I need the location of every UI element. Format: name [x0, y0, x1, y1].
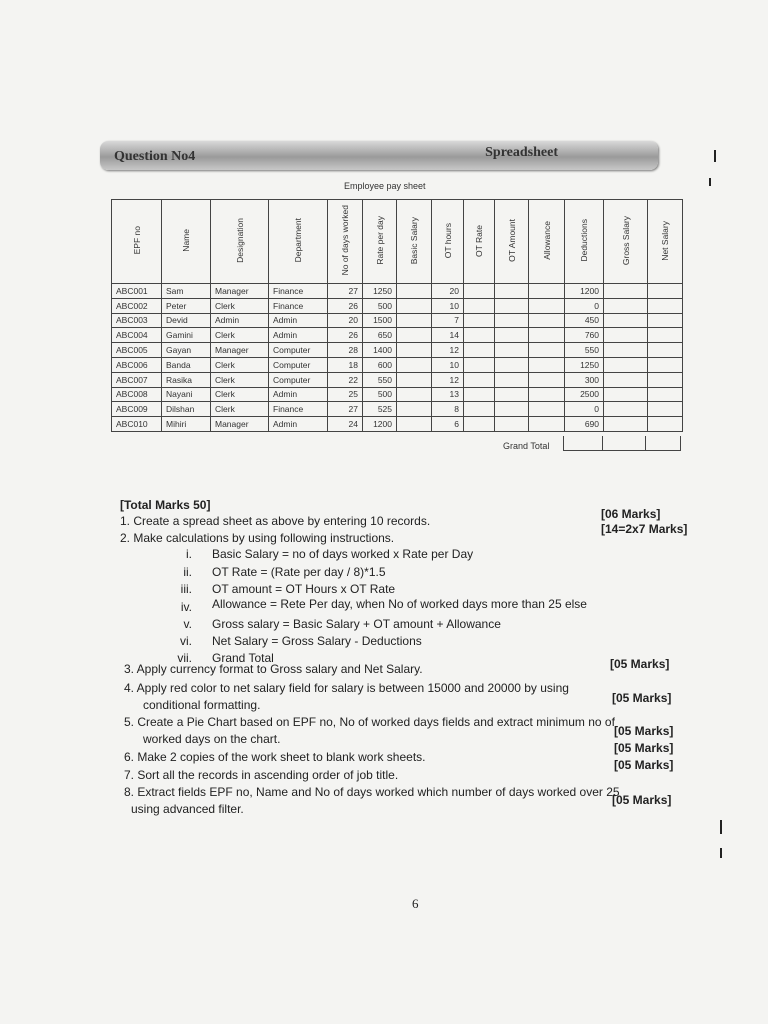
cell-deductions: 1200: [565, 284, 604, 299]
column-header: [112, 200, 162, 284]
cell-empty: [495, 402, 529, 417]
instruction-4-line1: 4. Apply red color to net salary field for salary is between 15000 and 20000 by using: [124, 681, 569, 695]
cell-department: Admin: [269, 313, 328, 328]
cell-empty: [648, 357, 683, 372]
cell-designation: Clerk: [211, 372, 269, 387]
cell-empty: [648, 417, 683, 432]
column-header-label: Name: [181, 229, 191, 252]
cell-empty: [464, 357, 495, 372]
cell-empty: [495, 328, 529, 343]
cell-empty: [397, 313, 432, 328]
cell-epf: ABC010: [112, 417, 162, 432]
cell-days: 24: [328, 417, 363, 432]
column-header: [648, 200, 683, 284]
cell-name: Nayani: [162, 387, 211, 402]
instruction-5-line2: worked days on the chart.: [143, 732, 281, 746]
question-header-bar: [100, 141, 658, 170]
table-row: [112, 328, 683, 343]
cell-epf: ABC009: [112, 402, 162, 417]
binding-mark: [714, 150, 716, 162]
cell-empty: [464, 402, 495, 417]
cell-empty: [495, 417, 529, 432]
column-header: [604, 200, 648, 284]
cell-days: 18: [328, 357, 363, 372]
cell-ot_hours: 10: [432, 298, 464, 313]
cell-epf: ABC005: [112, 343, 162, 358]
cell-empty: [397, 343, 432, 358]
question-number: Question No4: [114, 149, 196, 164]
sub-instruction-text: Grand Total: [212, 651, 274, 665]
column-header: [432, 200, 464, 284]
sub-instruction-number: iv.: [180, 600, 192, 614]
cell-rate: 650: [363, 328, 397, 343]
cell-empty: [648, 298, 683, 313]
column-header: [328, 200, 363, 284]
cell-ot_hours: 6: [432, 417, 464, 432]
cell-department: Computer: [269, 343, 328, 358]
table-body: [112, 284, 683, 432]
instruction-4-line2: conditional formatting.: [143, 698, 261, 712]
cell-ot_hours: 8: [432, 402, 464, 417]
cell-department: Admin: [269, 417, 328, 432]
column-header-label: Rate per day: [374, 216, 385, 265]
cell-ot_hours: 7: [432, 313, 464, 328]
instruction-8-marks: [05 Marks]: [612, 793, 672, 807]
table-row: [112, 387, 683, 402]
cell-rate: 1250: [363, 284, 397, 299]
sub-instruction-number: vi.: [180, 634, 192, 648]
instruction-3: 3. Apply currency format to Gross salary and Net Salary.: [124, 662, 423, 676]
cell-empty: [464, 298, 495, 313]
cell-empty: [529, 298, 565, 313]
cell-department: Finance: [269, 284, 328, 299]
total-marks: [Total Marks 50]: [120, 498, 211, 512]
cell-empty: [464, 313, 495, 328]
cell-empty: [648, 343, 683, 358]
cell-empty: [397, 387, 432, 402]
cell-empty: [604, 387, 648, 402]
cell-empty: [464, 387, 495, 402]
cell-rate: 1500: [363, 313, 397, 328]
cell-empty: [495, 343, 529, 358]
cell-empty: [529, 328, 565, 343]
column-header-label: EPF no: [131, 226, 142, 255]
column-header-label: Designation: [234, 218, 245, 263]
cell-empty: [604, 313, 648, 328]
column-header: [464, 200, 495, 284]
column-header: [495, 200, 529, 284]
cell-department: Computer: [269, 357, 328, 372]
cell-deductions: 760: [565, 328, 604, 343]
column-header-label: Gross Salary: [620, 215, 631, 266]
cell-empty: [604, 284, 648, 299]
cell-deductions: 690: [565, 417, 604, 432]
cell-days: 26: [328, 328, 363, 343]
cell-rate: 500: [363, 387, 397, 402]
instruction-5-line1: 5. Create a Pie Chart based on EPF no, No of worked days fields and extract minimum no of: [124, 715, 615, 729]
sub-instruction-number: i.: [186, 547, 192, 561]
cell-name: Dilshan: [162, 402, 211, 417]
cell-name: Gamini: [162, 328, 211, 343]
cell-empty: [648, 328, 683, 343]
grand-total-label: Grand Total: [503, 441, 550, 451]
cell-rate: 500: [363, 298, 397, 313]
cell-empty: [397, 402, 432, 417]
cell-epf: ABC007: [112, 372, 162, 387]
instruction-1-marks: [06 Marks]: [601, 507, 661, 521]
cell-epf: ABC004: [112, 328, 162, 343]
cell-days: 26: [328, 298, 363, 313]
instruction-1: 1. Create a spread sheet as above by entering 10 records.: [120, 514, 431, 528]
table-row: [112, 372, 683, 387]
cell-ot_hours: 12: [432, 343, 464, 358]
cell-deductions: 0: [565, 402, 604, 417]
column-header: [211, 200, 269, 284]
cell-empty: [495, 387, 529, 402]
cell-epf: ABC001: [112, 284, 162, 299]
instruction-6: 6. Make 2 copies of the work sheet to blank work sheets.: [124, 750, 426, 764]
table-row: [112, 402, 683, 417]
sub-instruction-text: Gross salary = Basic Salary + OT amount + Allowance: [212, 617, 501, 631]
cell-ot_hours: 13: [432, 387, 464, 402]
sub-instruction-text: Allowance = Rete Per day, when No of worked days more than 25 else: [212, 597, 587, 611]
column-header-label: OT Amount: [506, 219, 517, 262]
instruction-2: 2. Make calculations by using following instructions.: [120, 531, 395, 545]
cell-empty: [397, 298, 432, 313]
cell-empty: [604, 357, 648, 372]
instruction-7: 7. Sort all the records in ascending order of job title.: [124, 768, 399, 782]
cell-ot_hours: 10: [432, 357, 464, 372]
cell-designation: Manager: [211, 343, 269, 358]
cell-days: 27: [328, 402, 363, 417]
cell-deductions: 2500: [565, 387, 604, 402]
cell-designation: Manager: [211, 417, 269, 432]
cell-epf: ABC006: [112, 357, 162, 372]
cell-department: Computer: [269, 372, 328, 387]
instruction-2-marks: [14=2x7 Marks]: [601, 522, 688, 536]
cell-rate: 525: [363, 402, 397, 417]
cell-department: Admin: [269, 387, 328, 402]
cell-empty: [495, 357, 529, 372]
cell-epf: ABC008: [112, 387, 162, 402]
cell-days: 22: [328, 372, 363, 387]
cell-name: Gayan: [162, 343, 211, 358]
cell-rate: 600: [363, 357, 397, 372]
cell-name: Mihiri: [162, 417, 211, 432]
cell-epf: ABC003: [112, 313, 162, 328]
column-header: [397, 200, 432, 284]
sub-instruction-text: Net Salary = Gross Salary - Deductions: [212, 634, 422, 648]
cell-empty: [529, 372, 565, 387]
cell-designation: Clerk: [211, 387, 269, 402]
cell-empty: [604, 402, 648, 417]
table-row: [112, 417, 683, 432]
instruction-5-marks: [05 Marks]: [614, 724, 674, 738]
column-header-label: Net Salary: [660, 220, 670, 261]
cell-designation: Manager: [211, 284, 269, 299]
cell-deductions: 300: [565, 372, 604, 387]
table-row: [112, 313, 683, 328]
column-header-label: Deductions: [579, 219, 589, 262]
cell-empty: [464, 328, 495, 343]
cell-empty: [397, 328, 432, 343]
column-header-label: Basic Salary: [409, 216, 419, 265]
instruction-3-marks: [05 Marks]: [610, 657, 670, 671]
cell-ot_hours: 14: [432, 328, 464, 343]
cell-empty: [604, 372, 648, 387]
cell-days: 25: [328, 387, 363, 402]
cell-empty: [648, 313, 683, 328]
cell-empty: [648, 402, 683, 417]
cell-empty: [604, 417, 648, 432]
instruction-7-marks: [05 Marks]: [614, 758, 674, 772]
cell-deductions: 1250: [565, 357, 604, 372]
column-header-label: OT Rate: [474, 224, 484, 257]
cell-empty: [529, 417, 565, 432]
cell-name: Banda: [162, 357, 211, 372]
cell-empty: [397, 417, 432, 432]
cell-name: Peter: [162, 298, 211, 313]
sheet-title: Employee pay sheet: [344, 181, 426, 191]
cell-designation: Clerk: [211, 357, 269, 372]
sub-instruction-number: vii.: [177, 651, 192, 665]
cell-empty: [648, 372, 683, 387]
cell-empty: [464, 343, 495, 358]
cell-name: Sam: [162, 284, 211, 299]
cell-designation: Clerk: [211, 298, 269, 313]
cell-name: Rasika: [162, 372, 211, 387]
cell-empty: [464, 284, 495, 299]
column-header-label: No of days worked: [340, 205, 350, 276]
column-header-label: OT hours: [442, 222, 453, 259]
column-header: [529, 200, 565, 284]
cell-empty: [529, 343, 565, 358]
cell-empty: [495, 372, 529, 387]
column-header-label: Allowance: [541, 221, 552, 260]
table-row: [112, 298, 683, 313]
table-row: [112, 343, 683, 358]
cell-deductions: 0: [565, 298, 604, 313]
table-row: [112, 284, 683, 299]
instruction-8-line1: 8. Extract fields EPF no, Name and No of days worked which number of days worked over 25: [124, 785, 620, 799]
cell-empty: [397, 284, 432, 299]
column-header: [363, 200, 397, 284]
cell-designation: Admin: [211, 313, 269, 328]
sub-instruction-number: ii.: [183, 565, 192, 579]
cell-name: Devid: [162, 313, 211, 328]
cell-rate: 1200: [363, 417, 397, 432]
cell-empty: [464, 372, 495, 387]
page-number: 6: [412, 896, 419, 911]
cell-empty: [397, 372, 432, 387]
cell-epf: ABC002: [112, 298, 162, 313]
cell-ot_hours: 12: [432, 372, 464, 387]
binding-mark: [720, 820, 722, 834]
cell-empty: [529, 402, 565, 417]
cell-empty: [495, 313, 529, 328]
sub-instruction-text: OT Rate = (Rate per day / 8)*1.5: [212, 565, 386, 579]
section-title: Spreadsheet: [485, 145, 558, 160]
cell-empty: [397, 357, 432, 372]
cell-empty: [495, 298, 529, 313]
cell-empty: [604, 343, 648, 358]
cell-days: 20: [328, 313, 363, 328]
cell-rate: 1400: [363, 343, 397, 358]
cell-empty: [464, 417, 495, 432]
table-row: [112, 357, 683, 372]
column-header: [565, 200, 604, 284]
cell-department: Finance: [269, 402, 328, 417]
instruction-6-marks: [05 Marks]: [614, 741, 674, 755]
cell-empty: [604, 298, 648, 313]
sub-instruction-text: Basic Salary = no of days worked x Rate per Day: [212, 547, 474, 561]
column-header: [162, 200, 211, 284]
sub-instruction-text: OT amount = OT Hours x OT Rate: [212, 582, 396, 596]
cell-rate: 550: [363, 372, 397, 387]
sub-instruction-number: v.: [183, 617, 192, 631]
cell-deductions: 550: [565, 343, 604, 358]
cell-empty: [529, 313, 565, 328]
sub-instruction-number: iii.: [180, 582, 192, 596]
table-header-row: [112, 200, 683, 284]
employee-pay-table: [111, 199, 683, 432]
cell-empty: [529, 387, 565, 402]
binding-mark: [709, 178, 711, 186]
binding-mark: [720, 848, 722, 858]
cell-department: Admin: [269, 328, 328, 343]
cell-empty: [495, 284, 529, 299]
cell-empty: [529, 357, 565, 372]
cell-days: 28: [328, 343, 363, 358]
cell-empty: [604, 328, 648, 343]
cell-days: 27: [328, 284, 363, 299]
grand-total-cells: [563, 436, 681, 451]
cell-empty: [648, 387, 683, 402]
column-header-label: Department: [293, 218, 303, 263]
column-header: [269, 200, 328, 284]
cell-ot_hours: 20: [432, 284, 464, 299]
instruction-4-marks: [05 Marks]: [612, 691, 672, 705]
cell-department: Finance: [269, 298, 328, 313]
instruction-8-line2: using advanced filter.: [131, 802, 244, 816]
cell-designation: Clerk: [211, 402, 269, 417]
cell-empty: [648, 284, 683, 299]
cell-deductions: 450: [565, 313, 604, 328]
cell-empty: [529, 284, 565, 299]
cell-designation: Clerk: [211, 328, 269, 343]
